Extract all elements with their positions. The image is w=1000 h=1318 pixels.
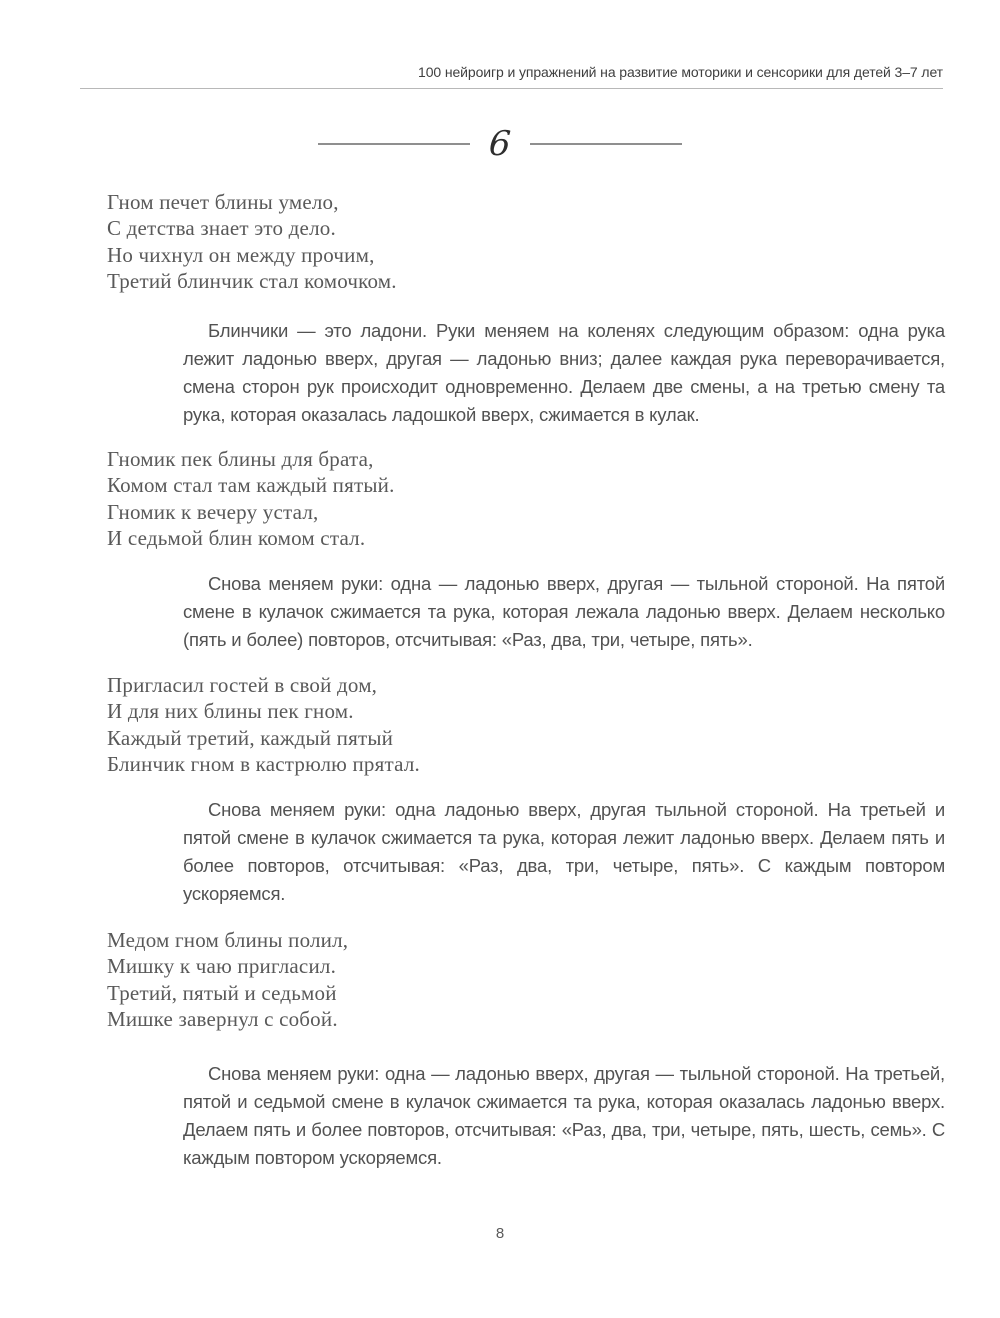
verse-block-1 — [107, 189, 1000, 295]
verse-line: Комом стал там каждый пятый. — [107, 473, 395, 497]
ornament-line-left — [318, 143, 470, 145]
instruction-paragraph-3: Снова меняем руки: одна ладонью вверх, другая тыльной стороной. На третьей и пятой смене в кулачок сжимается та рука, которая лежит ладонью вверх. Делаем пять и более повторов, отсчитывая: «Раз, два, три, четыре, пять». С каждым повтором ускоряемся. — [183, 798, 945, 904]
verse-line: Мишку к чаю пригласил. — [107, 954, 337, 978]
verse-line: Третий блинчик стал комочком. — [107, 269, 397, 293]
verse-line: Гном печет блины умело, — [107, 189, 339, 214]
verse-line: С детства знает это дело. — [107, 216, 336, 240]
instruction-paragraph-1: Блинчики — это ладони. Руки меняем на коленях следующим образом: одна рука лежит ладонью вверх, другая — ладонью вниз; далее каждая рука переворачивается, смена сторон рук происходит одновременно. Делаем две смены, а на третью смену та рука, которая оказалась ладошкой вверх, сжимается в кулак. — [183, 319, 945, 425]
verse-line: Мишке завернул с собой. — [107, 1007, 338, 1031]
verse-block-2 — [107, 446, 1000, 552]
verse-line: Но чихнул он между прочим, — [107, 242, 375, 267]
verse-line: Третий, пятый и седьмой — [107, 980, 337, 1005]
verse-line: Гномик к вечеру устал, — [107, 499, 319, 524]
verse-line: Пригласил гостей в свой дом, — [107, 672, 378, 697]
instruction-paragraph-2: Снова меняем руки: одна — ладонью вверх, другая — тыльной стороной. На пятой смене в кулачок сжимается та рука, которая лежала ладонью вверх. Делаем несколько (пять и более) повторов, отсчитывая: «Раз, два, три, четыре, пять». — [183, 572, 945, 650]
verse-line: Блинчик гном в кастрюлю прятал. — [107, 752, 420, 776]
page-number: 8 — [495, 1225, 505, 1242]
verse-block-4 — [107, 927, 1000, 1033]
section-number: 6 — [487, 123, 513, 164]
section-ornament — [0, 123, 1000, 165]
verse-line: Медом гном блины полил, — [107, 927, 349, 952]
instruction-paragraph-4: Снова меняем руки: одна — ладонью вверх, другая — тыльной стороной. На третьей, пятой и седьмой смене в кулачок сжимается та рука, которая оказалась ладонью вверх. Делаем пять и более повторов, отсчитывая: «Раз, два, три, четыре, пять, шесть, семь». С каждым повтором ускоряемся. — [183, 1062, 945, 1168]
verse-block-3 — [107, 672, 1000, 778]
ornament-line-right — [530, 143, 682, 145]
running-head-title: 100 нейроигр и упражнений на развитие моторики и сенсорики для детей 3–7 лет — [80, 64, 943, 89]
verse-line: Гномик пек блины для брата, — [107, 446, 374, 471]
verse-line: Каждый третий, каждый пятый — [107, 725, 394, 750]
verse-line: И седьмой блин комом стал. — [107, 526, 366, 550]
verse-line: И для них блины пек гном. — [107, 699, 354, 723]
